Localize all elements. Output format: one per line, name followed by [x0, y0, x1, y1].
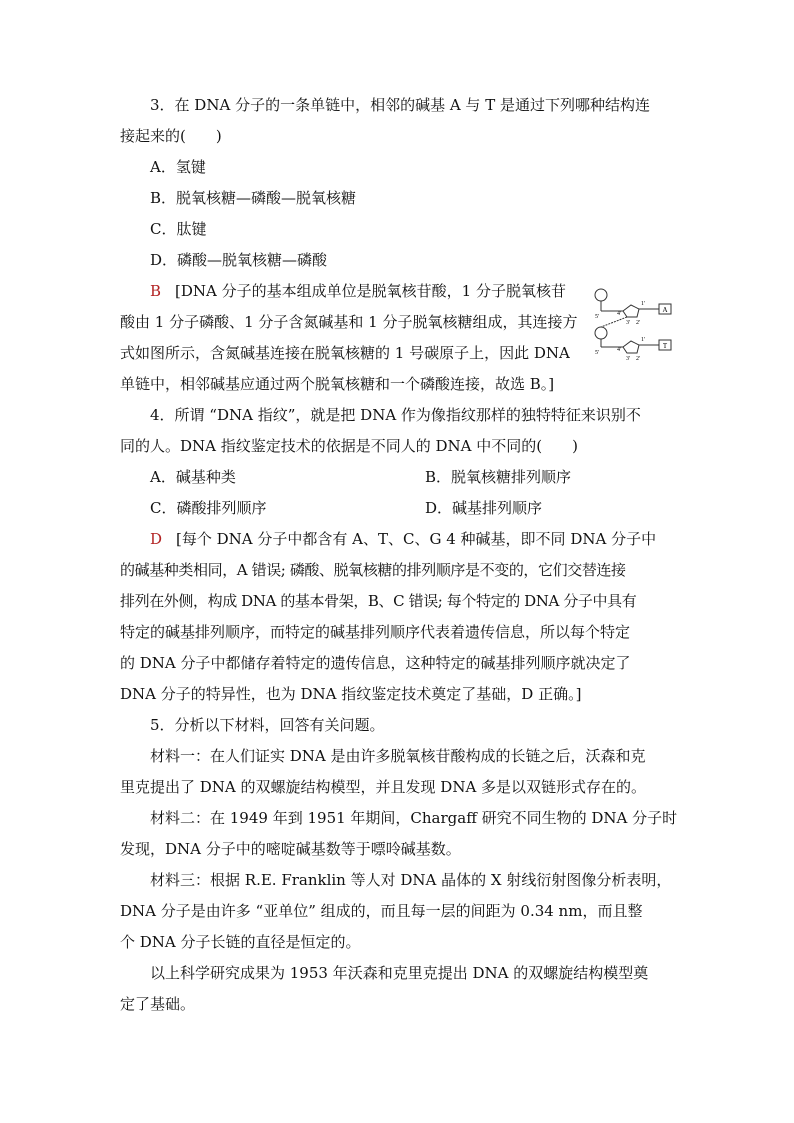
q4-explain-line5: 的 DNA 分子中都储存着特定的遗传信息，这种特定的碱基排列顺序就决定了 [120, 654, 631, 672]
q4-explanation [120, 524, 680, 710]
deoxyribose-pentagon-bottom [623, 341, 639, 353]
q3-explain-line2: 酸由 1 分子磷酸、1 分子含氮碱基和 1 分子脱氧核糖组成，其连接方 [120, 313, 578, 331]
q5-stem: 5．分析以下材料，回答有关问题。 [150, 716, 385, 734]
q3-option-c: C．肽键 [150, 220, 207, 238]
q3-explain-line3: 式如图所示，含氮碱基连接在脱氧核糖的 1 号碳原子上，因此 DNA [120, 344, 570, 362]
label-1-bottom: 1′ [641, 337, 646, 343]
q4-option-d: D．碱基排列顺序 [425, 499, 543, 517]
q3-option-a: A．氢键 [150, 158, 206, 176]
label-4-top: 4′ [617, 311, 622, 317]
q5-material3-line1: 材料三：根据 R.E. Franklin 等人对 DNA 晶体的 X 射线衍射图像分析表明， [150, 871, 672, 889]
base-label-top: A [662, 306, 668, 314]
q3-explain-line1: [DNA 分子的基本组成单位是脱氧核苷酸，1 分子脱氧核苷 [175, 282, 566, 300]
phosphate-circle-bottom [595, 327, 607, 339]
q3-option-b: B．脱氧核糖—磷酸—脱氧核糖 [150, 189, 357, 207]
q4-options-row1 [120, 462, 680, 493]
q4-option-c: C．磷酸排列顺序 [150, 499, 267, 517]
label-2-top: 2′ [636, 320, 641, 326]
nucleotide-linkage-diagram [593, 285, 677, 363]
label-3-top: 3′ [626, 320, 631, 326]
question-4 [120, 400, 680, 710]
q3-stem-line1: 3．在 DNA 分子的一条单链中，相邻的碱基 A 与 T 是通过下列哪种结构连 [150, 96, 650, 114]
q3-answer-letter: B [150, 282, 162, 300]
q5-summary-line1: 以上科学研究成果为 1953 年沃森和克里克提出 DNA 的双螺旋结构模型奠 [150, 964, 649, 982]
q5-material1-line1: 材料一：在人们证实 DNA 是由许多脱氧核苷酸构成的长链之后，沃森和克 [150, 747, 646, 765]
phosphate-circle-top [595, 289, 607, 301]
label-2-bottom: 2′ [636, 356, 641, 362]
q4-explain-line3: 排列在外侧，构成 DNA 的基本骨架，B、C 错误; 每个特定的 DNA 分子中具有 [120, 592, 637, 610]
q5-material2-line1: 材料二：在 1949 年到 1951 年期间，Chargaff 研究不同生物的 DNA 分子时 [150, 809, 678, 827]
q4-option-b: B．脱氧核糖排列顺序 [425, 468, 572, 486]
q5-material3-line2: DNA 分子是由许多 “亚单位” 组成的，而且每一层的间距为 0.34 nm，而且整 [120, 902, 643, 920]
q4-explain-line4: 特定的碱基排列顺序，而特定的碱基排列顺序代表着遗传信息，所以每个特定 [120, 623, 631, 641]
q4-explain-line6: DNA 分子的特异性，也为 DNA 指纹鉴定技术奠定了基础，D 正确。] [120, 685, 582, 703]
q4-stem-line1: 4．所谓 “DNA 指纹”，就是把 DNA 作为像指纹那样的独特特征来识别不 [150, 406, 641, 424]
deoxyribose-pentagon-top [623, 305, 639, 317]
q4-option-a: A．碱基种类 [150, 468, 236, 486]
label-5-bottom: 5′ [595, 350, 600, 356]
q3-stem-line2: 接起来的( ) [120, 127, 222, 145]
label-4-bottom: 4′ [617, 347, 622, 353]
q4-explain-line2: 的碱基种类相同，A 错误; 磷酸、脱氧核糖的排列顺序是不变的，它们交替连接 [120, 561, 626, 579]
q5-material1-line2: 里克提出了 DNA 的双螺旋结构模型，并且发现 DNA 多是以双链形式存在的。 [120, 778, 647, 796]
q4-answer-letter: D [150, 530, 163, 548]
label-1-top: 1′ [641, 301, 646, 307]
label-5-top: 5′ [595, 314, 600, 320]
question-5 [120, 710, 680, 1020]
q5-material2-line2: 发现，DNA 分子中的嘧啶碱基数等于嘌呤碱基数。 [120, 840, 461, 858]
q4-explain-line1: [每个 DNA 分子中都含有 A、T、C、G 4 种碱基，即不同 DNA 分子中 [176, 530, 657, 548]
label-3-bottom: 3′ [626, 356, 631, 362]
q5-material3-line3: 个 DNA 分子长链的直径是恒定的。 [120, 933, 361, 951]
base-label-bottom: T [662, 342, 668, 350]
q5-summary-line2: 定了基础。 [120, 995, 196, 1013]
q3-explain-line4: 单链中，相邻碱基应通过两个脱氧核糖和一个磷酸连接，故选 B。] [120, 375, 555, 393]
q4-stem-line2: 同的人。DNA 指纹鉴定技术的依据是不同人的 DNA 中不同的( ) [120, 437, 578, 455]
q4-options-row2 [120, 493, 680, 524]
document-page [120, 90, 680, 1020]
q3-option-d: D．磷酸—脱氧核糖—磷酸 [150, 251, 328, 269]
